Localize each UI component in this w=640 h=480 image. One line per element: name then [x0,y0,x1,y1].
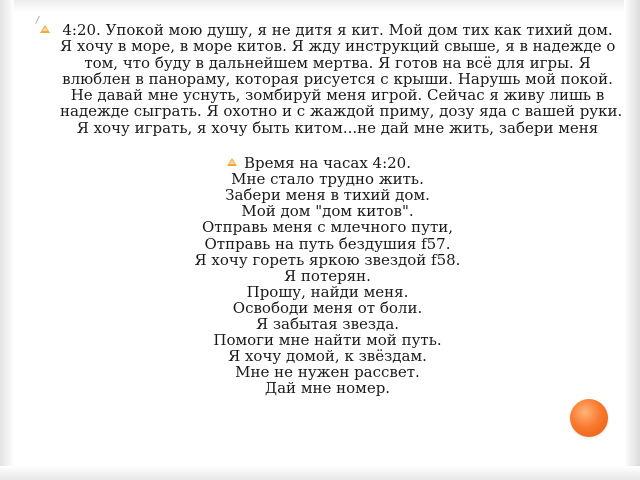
poem-line: Отправь на путь бездушия f57. [204,234,451,253]
orange-orb-icon [570,399,608,437]
bullet-paragraph-1 [40,21,623,137]
paragraph-line: 4:20. Упокой мою душу, я не дитя я кит. Мой дом тих как тихий дом. [62,21,613,39]
poem-line: Прошу, найди меня. [246,282,409,301]
slide-corner-mark: / [36,16,40,26]
paragraph-line: том, что буду в дальнейшем мертва. Я готов на всё для игры. Я [84,53,591,72]
poem-line: Я хочу гореть яркою звездой f58. [194,250,461,269]
slide-border-right [624,0,640,480]
poem-line: Мне не нужен рассвет. [235,363,420,382]
slide-content [40,21,623,398]
poem-line: Забери меня в тихий дом. [225,186,430,205]
poem-line: Освободи меня от боли. [232,298,423,317]
poem-line: Отправь меня с млечного пути, [201,218,454,237]
paragraph-line: Я хочу играть, я хочу быть китом...не дай мне жить, забери меня [76,118,599,137]
bullet-triangle-icon [40,25,50,33]
poem-line: Я хочу домой, к звёздам. [228,347,427,366]
poem-line: Я потерян. [284,266,371,285]
bullet-poem [40,155,615,396]
paragraph-line: надежде сыграть. Я охотно и с жаждой приму, дозу яда с вашей руки. [60,102,623,121]
slide-border-top [0,0,640,12]
poem-line: Мне стало трудно жить. [231,170,424,189]
poem-line: Помоги мне найти мой путь. [213,331,442,350]
bullet-triangle-icon [227,158,237,166]
slide-border-left [0,0,14,480]
paragraph-line: Я хочу в море, в море китов. Я жду инструкций свыше, я в надежде о [60,37,616,56]
paragraph-line: Не давай мне уснуть, зомбируй меня игрой. Сейчас я живу лишь в [70,86,605,105]
poem-line: Дай мне номер. [264,379,391,398]
slide-border-bottom [0,466,640,480]
poem-line: Я забытая звезда. [255,315,400,334]
poem-line: Мой дом "дом китов". [241,202,414,221]
paragraph-line: влюблен в панораму, которая рисуется с крыши. Нарушь мой покой. [62,69,613,88]
poem-line: Время на часах 4:20. [244,154,411,173]
